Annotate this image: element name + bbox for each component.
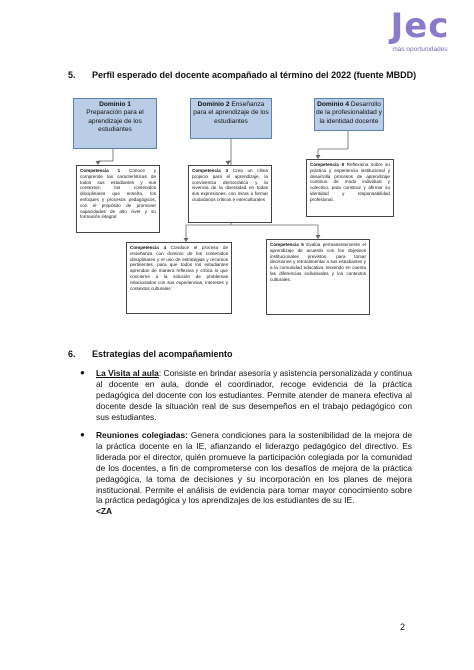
domain-4-box <box>314 98 384 131</box>
logo-main-text: Jec <box>390 6 450 46</box>
page-number: 2 <box>400 622 406 632</box>
bullet-text: Genera condiciones para la sostenibilidad de la mejora de la práctica docente en la IE, afianzando el liderazgo pedagógico del directivo. Es liderada por el director, quién promueve la participación colegiada por la comunidad de los docentes, a fin de comprometerse con los desafíos de mejora de la práctica pedagógica, la toma de decisiones y su incorporación en los planes de mejora institucional. Permite el análisis de evidencia para tomar mayor conocimiento sobre la práctica pedagógica y los aprendizajes de los estudiantes de su IE. <box>96 430 412 506</box>
logo-tagline: más oportunidades <box>392 46 448 53</box>
competency-3-text: Crea un clima propicio para el aprendizaje, la convivencia democrática y la vivencia de la diversidad en todas sus expresiones, con miras a formar ciudadanos críticos e interculturales <box>192 168 268 202</box>
bullet-text: : Consiste en brindar asesoría y asistencia personalizada y continua al docente en aula, donde el coordinador, recoge evidencia de la práctica pedagógica del docente con los estudiantes. Permite atender de manera efectiva al docente desde la situación real de sus desempeños en el trabajo pedagógico con sus estudiantes. <box>96 368 412 422</box>
competency-5-text: Evalúa permanentemente el aprendizaje de acuerdo con los objetivos institucionales previstos, para tomar decisiones y retroalimentar a sus estudiantes y a la comunidad educativa, teniendo en cuenta las diferencias individuales y los contextos culturales. <box>270 242 366 282</box>
jec-logo <box>370 6 470 56</box>
competency-8-text: Reflexiona sobre su práctica y experiencia institucional y desarrolla procesos de aprendizaje continuo de modo individual y colectivo, para construir y afirmar su identidad y responsabilidad profesional. <box>310 162 390 202</box>
competency-4-box <box>126 242 232 314</box>
competency-1-box <box>76 165 160 233</box>
competency-5-box <box>266 239 370 315</box>
section-title: Estrategias del acompañamiento <box>92 349 233 359</box>
section-title: Perfil esperado del docente acompañado al término del 2022 (fuente MBDD) <box>92 70 417 80</box>
competency-3-box <box>188 165 272 223</box>
domain-4-label: Dominio 4 <box>317 101 349 108</box>
competency-4-label: Competencia 4 <box>130 245 167 250</box>
bullet-term: Reuniones colegiadas: <box>96 430 188 440</box>
section-5-heading <box>68 70 448 82</box>
bullet-tail-mark: <ZA <box>96 506 113 517</box>
domain-2-label: Dominio 2 <box>197 101 230 108</box>
domain-1-text: Preparación para el aprendizaje de los estudiantes <box>86 109 144 134</box>
competency-5-label: Competencia 5 <box>270 242 304 247</box>
bullet-term: La Visita al aula <box>96 368 159 378</box>
competency-8-box <box>306 159 394 217</box>
domain-4-text: Desarrollo de la profesionalidad y la identidad docente <box>316 101 382 125</box>
domain-2-box <box>190 98 272 139</box>
domain-2-text: Enseñanza para el aprendizaje de los estudiantes <box>193 101 269 125</box>
competency-1-text: Conoce y comprende las características de todos sus estudiantes y sus contextos, los contenidos disciplinares que enseña, los enfoques y procesos pedagógicos, con el propósito de promover capacidades de alto nivel y su formación integral <box>80 168 156 220</box>
competency-diagram <box>68 93 402 350</box>
bullet-dot: ● <box>80 368 85 377</box>
section-number: 5. <box>68 70 76 80</box>
bullet-reuniones-colegiadas <box>80 430 412 517</box>
competency-3-label: Competencia 3 <box>192 168 229 173</box>
competency-8-label: Competencia 8 <box>310 162 345 167</box>
bullet-visita-aula <box>80 368 412 423</box>
section-number: 6. <box>68 349 76 359</box>
section-6-heading <box>68 349 448 361</box>
domain-1-label: Dominio 1 <box>99 101 131 108</box>
domain-1-box <box>73 98 157 149</box>
competency-1-label: Competencia 1 <box>80 168 121 173</box>
competency-4-text: Conduce el proceso de enseñanza con dominio de los contenidos disciplinares y el uso de estrategias y recursos pertinentes, para que todos los estudiantes aprendan de manera reflexiva y crítica lo que concierne a la solución de problemas relacionados con sus experiencias, intereses y contextos culturales <box>130 245 228 291</box>
bullet-dot: ● <box>80 430 85 439</box>
